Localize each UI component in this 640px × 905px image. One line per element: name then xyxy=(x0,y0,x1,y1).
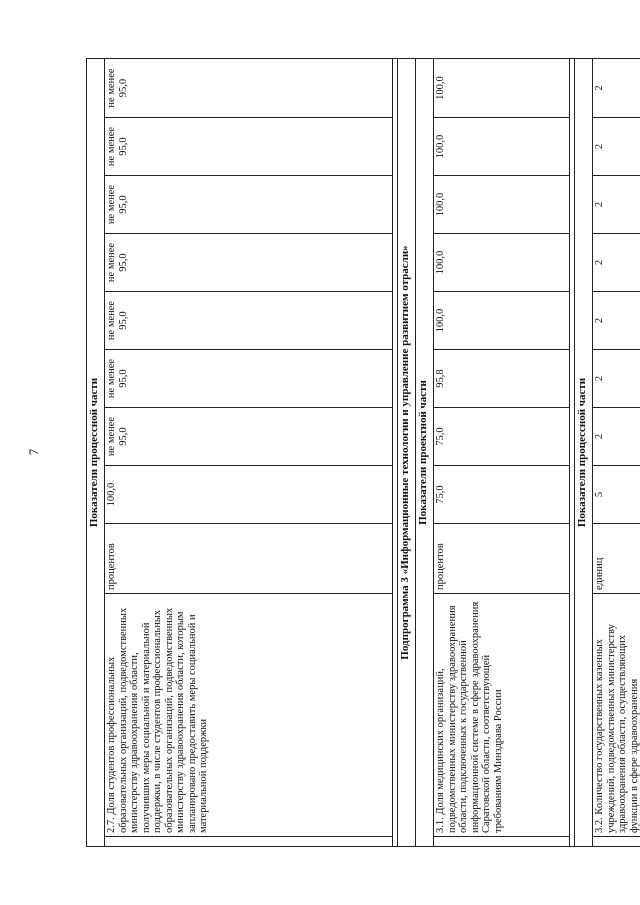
value-cell: 100,0 xyxy=(105,466,393,524)
value-cell: 2 xyxy=(593,350,640,408)
value-cell: 2 xyxy=(593,408,640,466)
section-title-project: Показатели проектной части xyxy=(416,58,434,846)
value-cell: не менее 95,0 xyxy=(105,292,393,350)
value-cell: 2 xyxy=(593,234,640,292)
value-cell: не менее 95,0 xyxy=(105,234,393,292)
section-row xyxy=(416,58,434,846)
value-cell: не менее 95,0 xyxy=(105,408,393,466)
indicators-table-wrapper xyxy=(86,59,640,847)
value-cell: не менее 95,0 xyxy=(105,58,393,117)
value-cell: 95,8 xyxy=(434,350,570,408)
value-cell: 100,0 xyxy=(434,176,570,234)
indicators-table xyxy=(86,58,640,847)
value-cell: 100,0 xyxy=(434,58,570,117)
row-number xyxy=(434,837,570,847)
value-cell: 100,0 xyxy=(434,292,570,350)
value-cell: не менее 95,0 xyxy=(105,350,393,408)
unit-cell: процентов xyxy=(434,524,570,594)
value-cell: 75,0 xyxy=(434,466,570,524)
section-row xyxy=(87,58,105,846)
value-cell: не менее 95,0 xyxy=(105,118,393,176)
row-number xyxy=(105,837,393,847)
indicator-name: 2.7. Доля студентов профессиональных образовательных организаций, подведомственных министерству здравоохранения области, получивших меры социальной и материальной поддержки, в числе студентов профессиональных образовательных организаций, подведомственных министерству здравоохранения области, которым запланировано предоставить меры социальной и материальной поддержки xyxy=(105,594,393,837)
value-cell: 5 xyxy=(593,466,640,524)
value-cell: 2 xyxy=(593,176,640,234)
value-cell: 100,0 xyxy=(434,234,570,292)
unit-cell: процентов xyxy=(105,524,393,594)
section-title-process-1: Показатели процессной части xyxy=(87,58,105,846)
section-row xyxy=(398,58,416,846)
value-cell: 75,0 xyxy=(434,408,570,466)
section-title-subprogram-3: Подпрограмма 3 «Информационные технологии и управление развитием отрасли» xyxy=(398,58,416,846)
indicator-name: 3.2. Количество государственных казенных учреждений, подведомственных министерству здравоохранения области, осуществляющих функции в сфере здравоохранения xyxy=(593,594,640,837)
table-row xyxy=(105,58,393,846)
value-cell: 2 xyxy=(593,292,640,350)
value-cell: 2 xyxy=(593,58,640,117)
indicator-name: 3.1. Доля медицинских организаций, подведомственных министерству здравоохранения области, подключенных к государственной информационной системе в сфере здравоохранения Саратовской области, соответствующей требованиям Минздрава России xyxy=(434,594,570,837)
row-number xyxy=(593,837,640,847)
table-row xyxy=(434,58,570,846)
value-cell: 100,0 xyxy=(434,118,570,176)
value-cell: не менее 95,0 xyxy=(105,176,393,234)
section-title-process-2: Показатели процессной части xyxy=(575,58,593,846)
table-row xyxy=(593,58,640,846)
section-row xyxy=(575,58,593,846)
page-number: 7 xyxy=(26,448,41,456)
unit-cell: единиц xyxy=(593,524,640,594)
value-cell: 2 xyxy=(593,118,640,176)
